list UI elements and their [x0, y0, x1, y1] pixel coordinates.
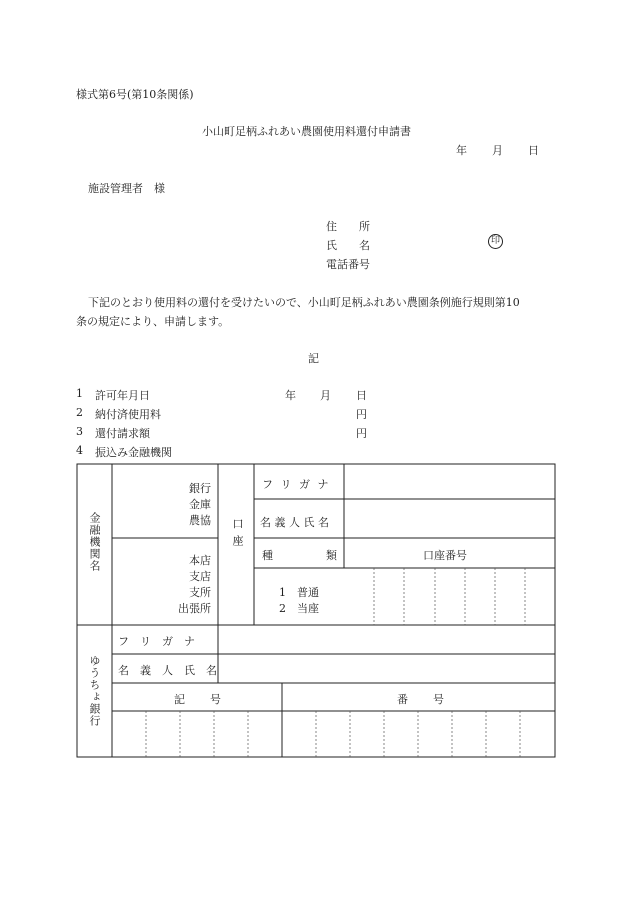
date-day: 日	[528, 144, 539, 157]
item-1-number: 1	[76, 387, 83, 400]
type-label-a: 種	[262, 549, 273, 562]
item-3-number: 3	[76, 425, 83, 438]
branch-shisho-label: 支所	[189, 586, 211, 599]
holder-name-label: 名 義 人 氏 名	[260, 516, 329, 529]
type-option-ordinary: 1 普通	[279, 586, 319, 599]
number-label-b: 号	[433, 693, 444, 706]
name-label: 氏 名	[326, 239, 370, 252]
item-1-day: 日	[356, 389, 367, 402]
body-line-2: 条の規定により、申請します。	[76, 315, 230, 328]
date-year: 年	[456, 144, 467, 157]
item-3-label: 還付請求額	[95, 427, 150, 440]
yucho-holder-label: 名 義 人 氏 名	[118, 664, 217, 677]
phone-label: 電話番号	[326, 258, 370, 271]
number-label-a: 番	[397, 693, 408, 706]
address-label: 住 所	[326, 220, 370, 233]
item-1-label: 許可年月日	[95, 389, 150, 402]
addressee: 施設管理者 様	[88, 182, 165, 195]
branch-shiten-label: 支店	[189, 570, 211, 583]
body-line-1: 下記のとおり使用料の還付を受けたいので、小山町足柄ふれあい農園条例施行規則第10	[88, 296, 520, 309]
date-month: 月	[492, 144, 503, 157]
item-2-number: 2	[76, 406, 83, 419]
yucho-label: ゆうちょ銀行	[88, 655, 101, 727]
symbol-label-b: 号	[210, 693, 221, 706]
seal-mark: 印	[488, 234, 503, 249]
item-4-number: 4	[76, 444, 83, 457]
form-number: 様式第6号(第10条関係)	[76, 88, 194, 101]
item-2-label: 納付済使用料	[95, 408, 161, 421]
agri-label: 農協	[189, 514, 211, 527]
bank-label: 銀行	[189, 482, 211, 495]
form-title: 小山町足柄ふれあい農園使用料還付申請書	[202, 125, 411, 138]
type-option-current: 2 当座	[279, 602, 319, 615]
symbol-label-a: 記	[174, 693, 185, 706]
account-number-label: 口座番号	[423, 549, 467, 562]
furigana-label: フ リ ガ ナ	[262, 478, 331, 491]
account-label: 口座	[231, 518, 244, 552]
yucho-furigana-label: フ リ ガ ナ	[118, 635, 195, 648]
item-4-label: 振込み金融機関	[95, 446, 172, 459]
item-1-month: 月	[320, 389, 331, 402]
item-3-unit: 円	[356, 427, 367, 440]
item-1-year: 年	[285, 389, 296, 402]
type-label-b: 類	[326, 549, 337, 562]
branch-office-label: 出張所	[178, 602, 211, 615]
financial-institution-label: 金融機関名	[88, 512, 101, 572]
shinkin-label: 金庫	[189, 498, 211, 511]
item-2-unit: 円	[356, 408, 367, 421]
head-office-label: 本店	[189, 554, 211, 567]
note-heading: 記	[308, 352, 319, 365]
